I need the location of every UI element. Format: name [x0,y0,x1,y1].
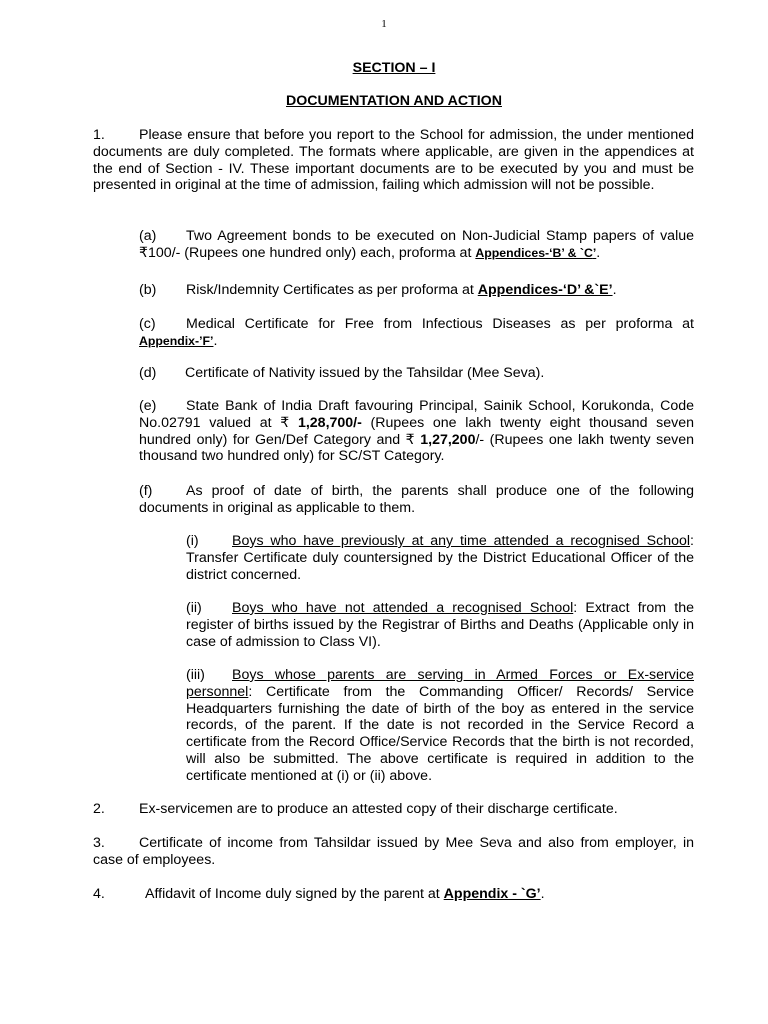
subitem-label: (ii) [186,600,202,616]
paragraph-number: 3. [93,835,105,851]
amount-scst: 1,27,200 [420,431,476,448]
item-d [139,365,694,382]
item-label: (b) [139,282,157,298]
item-label: (a) [139,228,157,244]
item-f [139,483,694,517]
paragraph-4: 4. Affidavit of Income duly signed by the parent at Appendix - `G’. [93,886,545,902]
subitem-text: : Extract from the register of births issued by the Registrar of Births and Deaths (Applicable only in case of admission to Class VI). [186,600,694,650]
appendix-reference: Appendices-‘D’ &`E’ [477,282,613,298]
amount-gen: 1,28,700/- [297,414,362,431]
subitem-heading: Boys who have not attended a recognised School [232,600,574,616]
paragraph-text: Certificate of income from Tahsildar issued by Mee Seva and also from employer, in case of employees. [93,835,694,868]
subitem-text: : Certificate from the Commanding Officer/ Records/ Service Headquarters furnishing the date of birth of the boy as entered in the service records, of the parent. If the date is not recorded in the Service Record a certificate from the Record Office/Service Records that the birth is not recorded, will also be submitted. The above certificate is required in addition to the certificate mentioned at (i) or (ii) above. [186,683,694,784]
item-a: (a) Two Agreement bonds to be executed on Non-Judicial Stamp papers of value ₹100/- (Rupees one hundred only) each, proforma at Appendices-‘B’ & `C’. [139,228,694,261]
subitem-i [186,533,694,583]
paragraph-2 [93,801,694,818]
item-label: (c) [139,316,156,332]
appendix-reference: Appendix - `G’ [443,886,541,902]
paragraph-1 [93,127,694,194]
item-label: (d) [139,365,157,381]
subitem-heading: Boys who have previously at any time attended a recognised School [232,533,691,549]
item-text: As proof of date of birth, the parents shall produce one of the following documents in original as applicable to them. [139,483,694,516]
subitem-iii [186,667,694,785]
subitem-ii [186,600,694,650]
paragraph-text: Affidavit of Income duly signed by the parent at [145,886,444,902]
subitem-heading: Boys whose parents are serving in Armed Forces or Ex-service personnel [186,667,694,700]
paragraph-text: Ex-servicemen are to produce an attested copy of their discharge certificate. [139,801,618,817]
item-label: (f) [139,483,153,499]
paragraph-text: Please ensure that before you report to the School for admission, the under mentioned documents are duly completed. The formats where applicable, are given in the appendices at the end of Section - IV. These important documents are to be executed by you and must be presented in original at the time of admission, failing which admission will not be possible. [93,127,694,194]
paragraph-number: 1. [93,127,105,143]
item-text: Two Agreement bonds to be executed on Non-Judicial Stamp papers of value ₹100/- (Rupees one hundred only) each, proforma at [139,228,694,261]
item-e: (e) State Bank of India Draft favouring Principal, Sainik School, Korukonda, Code No.02791 valued at ₹ 1,28,700/- (Rupees one lakh twenty eight thousand seven hundred only) for Gen/Def Category and ₹ 1,27,200/- (Rupees one lakh twenty seven thousand two hundred only) for SC/ST Category. [139,398,695,465]
item-b: (b) Risk/Indemnity Certificates as per proforma at Appendices-‘D’ &`E’. [139,282,617,298]
subitem-label: (iii) [186,667,205,683]
paragraph-number: 4. [93,886,105,902]
item-text: Medical Certificate for Free from Infectious Diseases as per proforma at [186,316,694,332]
appendix-reference: Appendix-’F’ [139,333,214,348]
section-heading: SECTION – I [352,60,436,76]
subitem-label: (i) [186,533,199,549]
page-number: 1 [381,18,387,30]
item-text: Risk/Indemnity Certificates as per proforma at [186,282,478,298]
item-text: Certificate of Nativity issued by the Tahsildar (Mee Seva). [185,365,545,381]
appendix-reference: Appendices-‘B’ & `C’ [475,245,597,260]
item-c: (c) Medical Certificate for Free from Infectious Diseases as per proforma at Appendix-’F’. [139,316,694,349]
paragraph-number: 2. [93,801,105,817]
item-label: (e) [139,398,157,414]
document-title: DOCUMENTATION AND ACTION [286,93,502,109]
subitem-text: : Transfer Certificate duly countersigned by the District Educational Officer of the district concerned. [186,533,694,583]
paragraph-3 [93,835,694,869]
